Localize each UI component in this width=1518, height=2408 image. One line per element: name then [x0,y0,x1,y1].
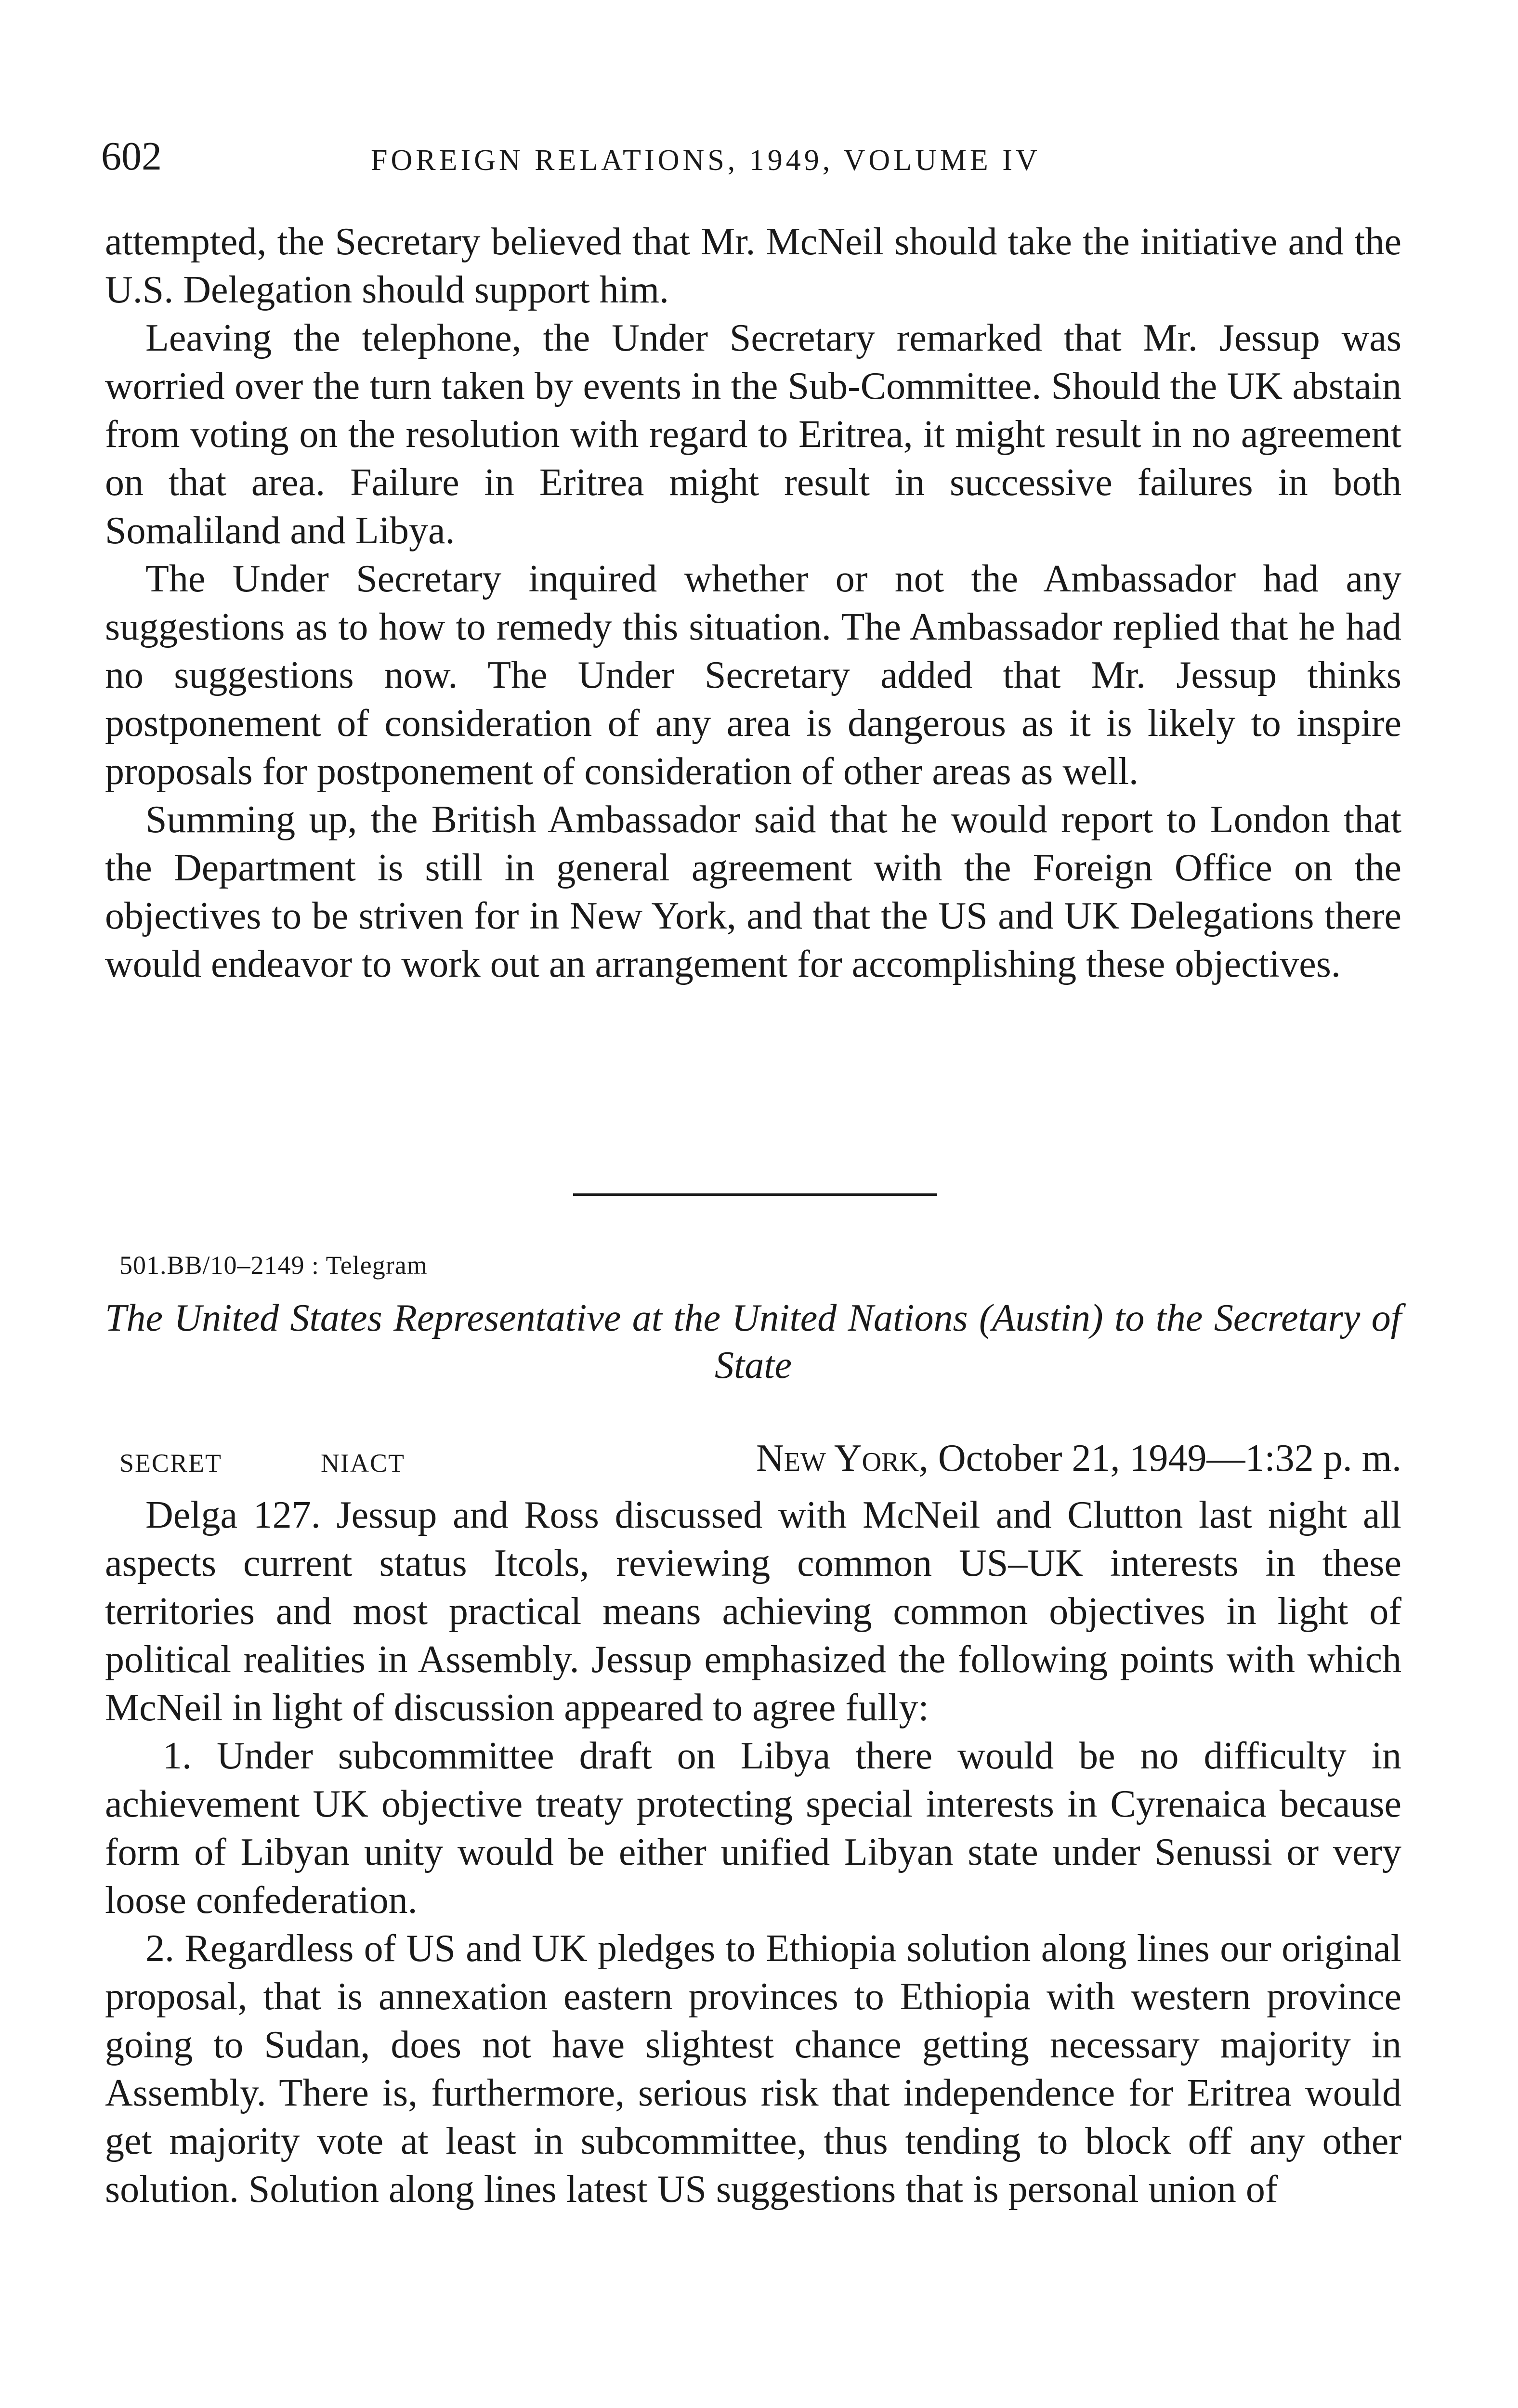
paragraph: Summing up, the British Ambassador said that he would report to London that the Department is still in general agreement with the Foreign Office on the objectives to be striven for in New York, and that the US and UK Delegations there would endeavor to work out an arrangement for accomplishing these objectives. [105,798,1401,985]
section-divider [573,1193,937,1196]
numbered-point: 2. Regardless of US and UK pledges to Ethiopia solution along lines our original proposal, that is annexation eastern provinces to Ethiopia with western province going to Sudan, does not have slightest chance getting necessary majority in Assembly. There is, furthermore, serious risk that independence for Eritrea would get majority vote at least in subcommittee, thus tending to block off any other solution. Solution along lines latest US suggestions that is personal union of [105,1927,1401,2211]
telegram-body [105,1491,1401,2213]
date-time: October 21, 1949—1:32 p. m. [938,1437,1401,1479]
classification-label: SECRET [119,1449,222,1478]
document-title: The United States Representative at the United Nations (Austin) to the Secretary of State [105,1297,1401,1387]
place-and-date [756,1434,1401,1482]
dateline [119,1434,1401,1482]
running-title: FOREIGN RELATIONS, 1949, VOLUME IV [371,144,1041,177]
running-head [101,130,1401,183]
paragraph: The Under Secretary inquired whether or not the Ambassador had any suggestions as to how to remedy this situation. The Ambassador replied that he had no suggestions now. The Under Secretary added that Mr. Jessup thinks postponement of consideration of any area is dangerous as it is likely to inspire proposals for postponement of consideration of other areas as well. [105,558,1401,793]
file-reference: 501.BB/10–2149 : Telegram [119,1251,428,1280]
place: New York, [756,1437,929,1479]
paragraph: attempted, the Secretary believed that Mr. McNeil should take the initiative and the U.S. Delegation should support him. [105,221,1401,311]
page-number: 602 [101,134,162,179]
paragraph: Leaving the telephone, the Under Secretary remarked that Mr. Jessup was worried over the turn taken by events in the Sub-Committee. Should the UK abstain from voting on the resolution with regard to Eritrea, it might result in no agreement on that area. Failure in Eritrea might result in successive failures in both Somaliland and Libya. [105,317,1401,552]
distribution-label: NIACT [321,1449,405,1478]
numbered-point: 1. Under subcommittee draft on Libya there would be no difficulty in achievement UK objective treaty protecting special interests in Cyrenaica because form of Libyan unity would be either unified Libyan state under Senussi or very loose confederation. [105,1735,1401,1922]
continued-memorandum [105,218,1401,988]
paragraph: Delga 127. Jessup and Ross discussed with McNeil and Clutton last night all aspects current status Itcols, reviewing common US–UK interests in these territories and most practical means achieving common objectives in light of political realities in Assembly. Jessup emphasized the following points with which McNeil in light of discussion appeared to agree fully: [105,1494,1401,1729]
